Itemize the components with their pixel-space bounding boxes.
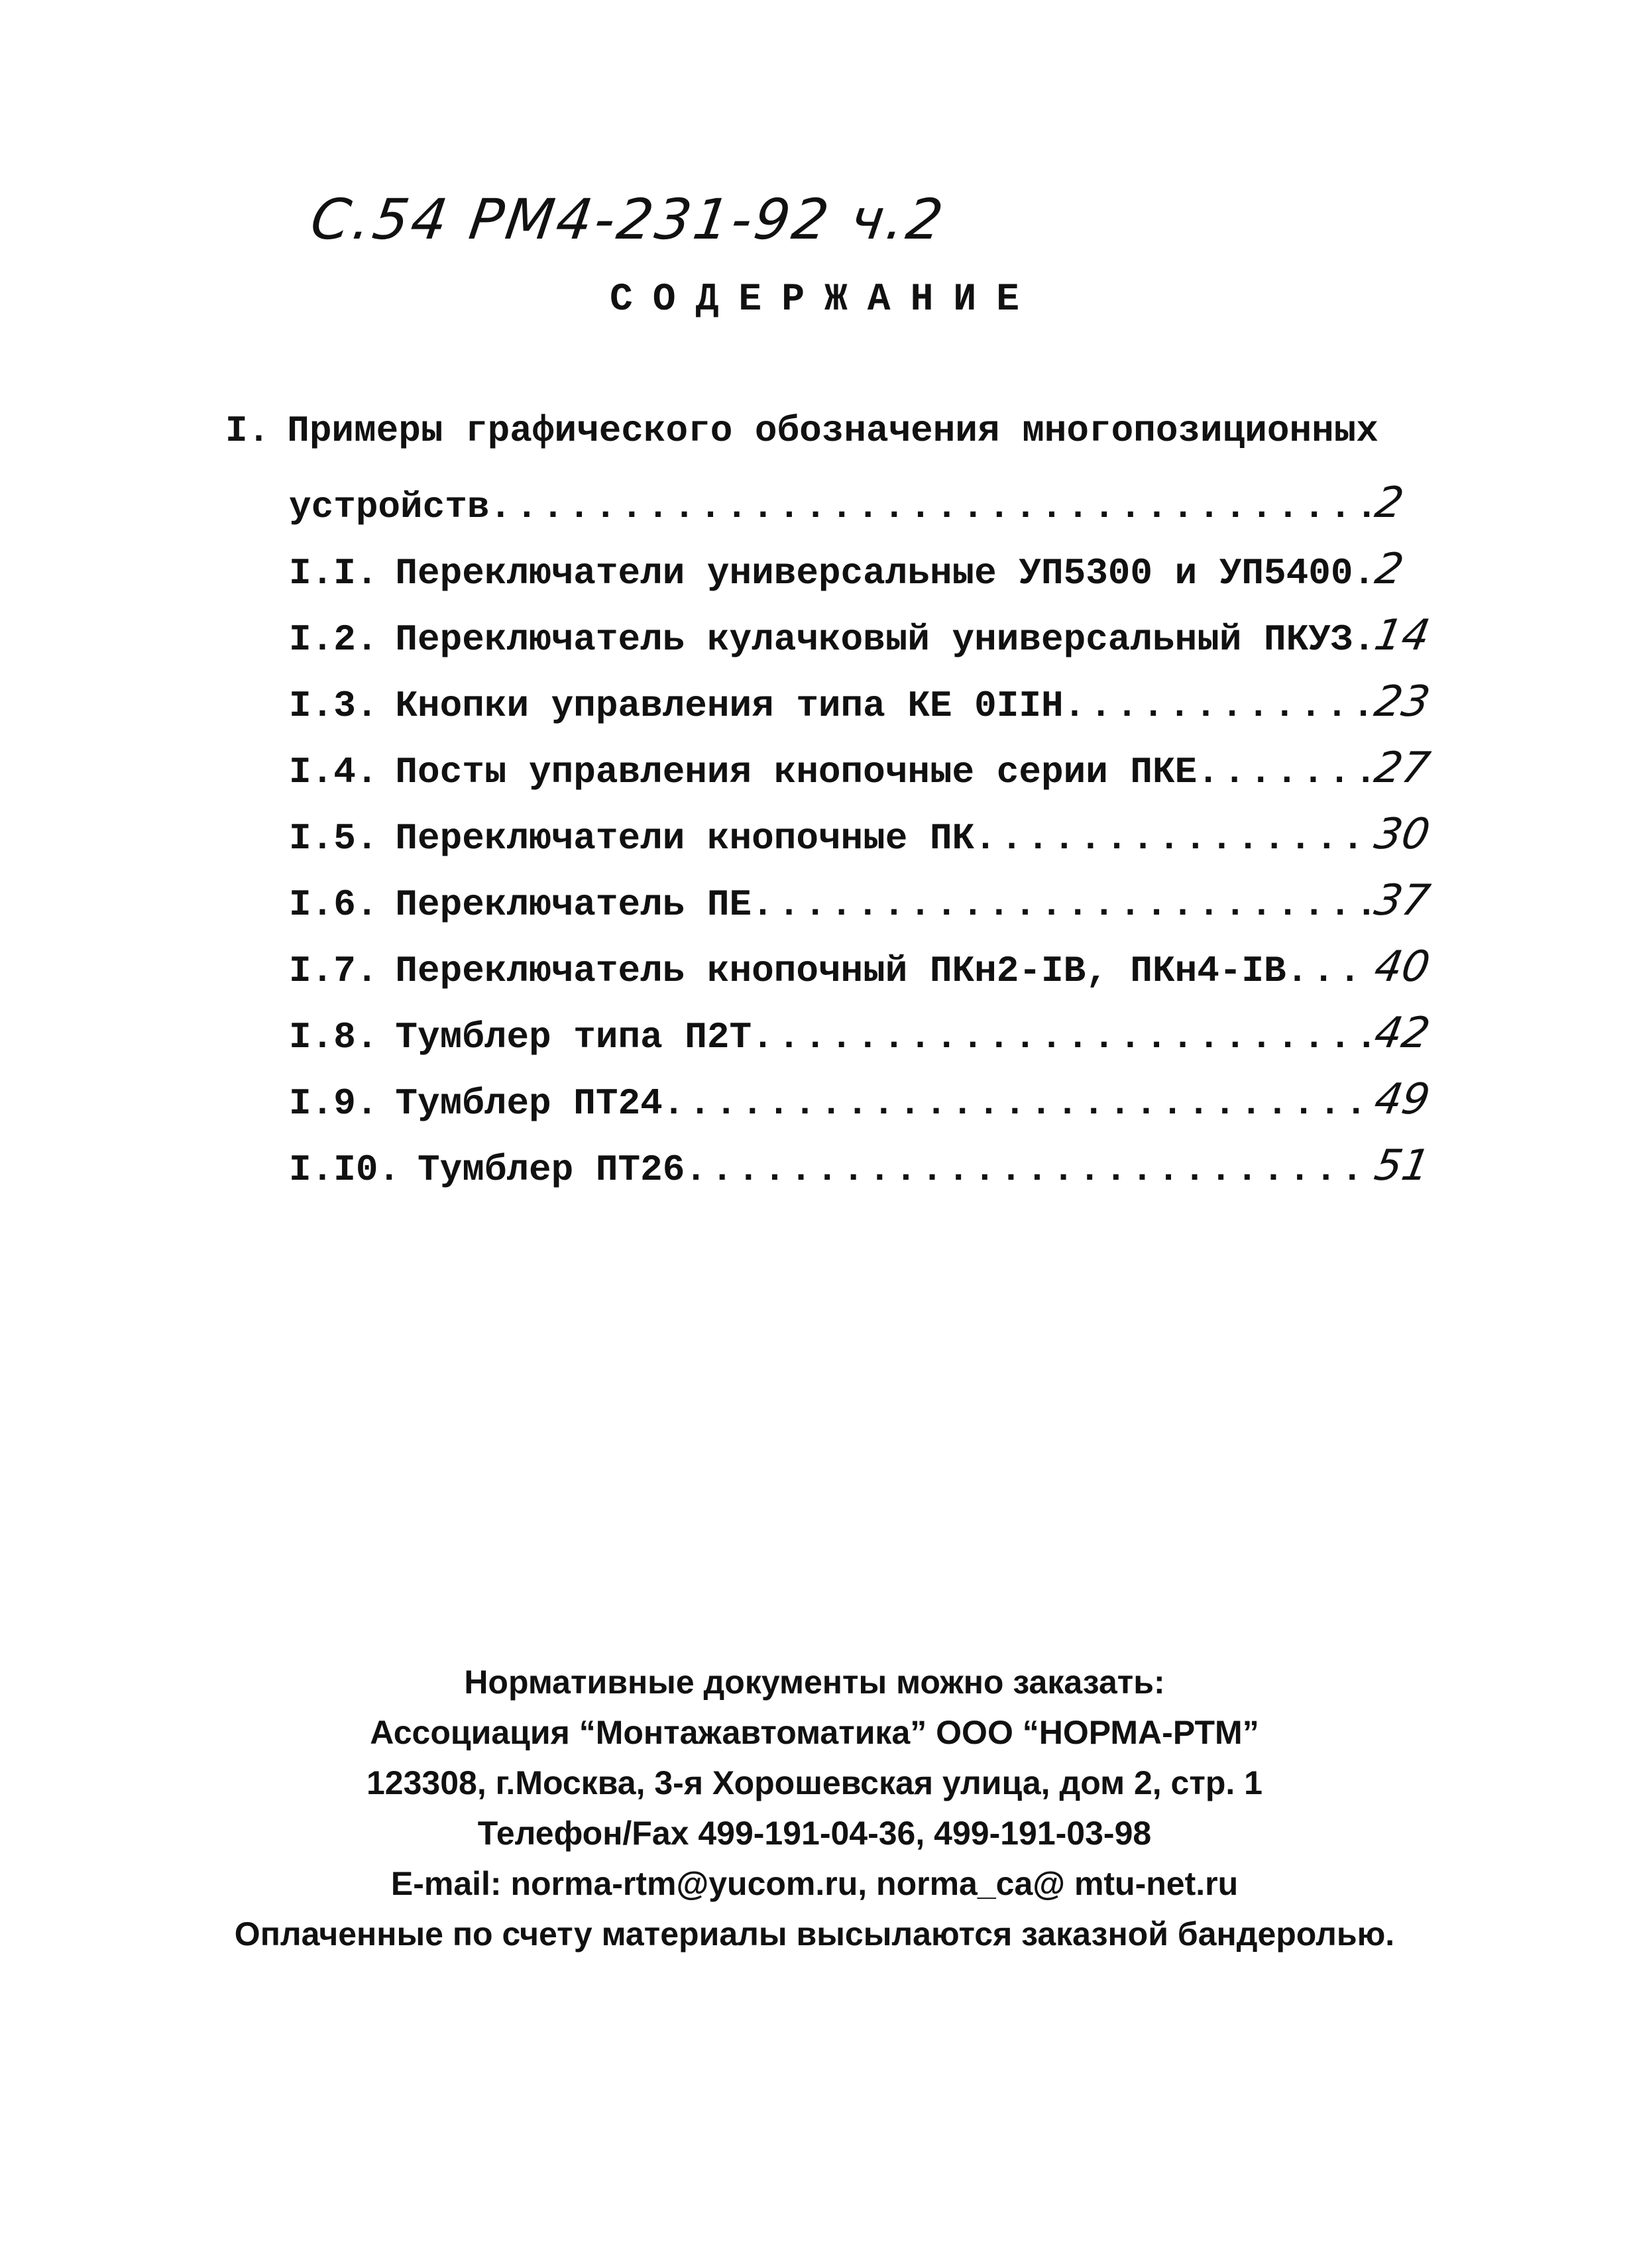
toc-section-number: I. (225, 410, 270, 452)
toc-leader-dots (1353, 618, 1371, 661)
toc-item-title: Переключатели кнопочные ПК (395, 817, 975, 860)
footer-line: Ассоциация “Монтажавтоматика” ООО “НОРМА-РТМ” (370, 1714, 1259, 1751)
footer-email: E-mail: norma-rtm@yucom.ru, norma_ca@ mtu-net.ru (390, 1865, 1239, 1902)
toc-leader-dots (974, 817, 1371, 860)
toc-page-number: 23 (1371, 677, 1433, 726)
toc-leader-dots (1353, 552, 1372, 595)
ordering-info-footer (0, 1657, 1629, 1959)
toc-item-title: Посты управления кнопочные серии ПКЕ (395, 751, 1198, 793)
toc-page-number: 42 (1371, 1009, 1433, 1058)
footer-line: Нормативные документы можно заказать: (464, 1664, 1165, 1701)
toc-item-title: Переключатель ПЕ (395, 883, 752, 926)
footer-phone: Телефон/Fax 499-191-04-36, 499-191-03-98 (477, 1815, 1152, 1852)
toc-item-number: I.2. (289, 618, 378, 661)
toc-item (289, 1075, 1433, 1128)
toc-item-number: I.5. (289, 817, 378, 860)
toc-leader-dots (685, 1149, 1371, 1191)
toc-page-number: 27 (1371, 744, 1433, 793)
toc-item-number: I.4. (289, 751, 378, 793)
toc-leader-dots (663, 1082, 1371, 1125)
toc-leader-dots (489, 486, 1372, 528)
toc-page-number: 2 (1371, 479, 1408, 528)
toc-item-number: I.6. (289, 883, 378, 926)
handwritten-doc-code: С.54 РМ4-231-92 ч.2 (307, 187, 950, 252)
toc-item (289, 1141, 1433, 1194)
toc-item (289, 611, 1433, 664)
toc-item-title: Тумблер ПТ24 (395, 1082, 663, 1125)
toc-item-number: I.8. (289, 1016, 378, 1058)
toc-item-number: I.7. (289, 950, 378, 992)
toc-item-title: Переключатель кулачковый универсальный ПКУЗ (395, 618, 1353, 661)
toc-item (289, 942, 1433, 995)
toc-section-row (289, 479, 1429, 532)
footer-line: Оплаченные по счету материалы высылаются заказной бандеролью. (234, 1915, 1395, 1953)
toc-page-number: 49 (1371, 1075, 1433, 1124)
toc-item (289, 876, 1433, 929)
toc-page-number: 30 (1371, 810, 1433, 859)
toc-item-title: Переключатели универсальные УП5300 и УП5400 (395, 552, 1353, 595)
toc-leader-dots (1286, 950, 1371, 992)
toc-leader-dots (752, 883, 1371, 926)
toc-page-number: 51 (1371, 1141, 1433, 1190)
toc-item (289, 744, 1433, 797)
toc-page-number: 40 (1371, 942, 1433, 992)
toc-section-title (225, 410, 1378, 452)
toc-item-number: I.3. (289, 685, 378, 727)
toc-item-title: Переключатель кнопочный ПКн2-IВ, ПКн4-IВ (395, 950, 1286, 992)
page-title: СОДЕРЖАНИЕ (609, 278, 1040, 321)
toc-leader-dots (752, 1016, 1371, 1058)
toc-item-title: Кнопки управления типа КЕ 0IIН (395, 685, 1064, 727)
toc-page-number: 14 (1371, 611, 1433, 660)
toc-item (289, 545, 1429, 598)
toc-section-title-text: Примеры графического обозначения многопозиционных (287, 410, 1378, 452)
toc-page-number: 37 (1371, 876, 1433, 925)
toc-item (289, 1009, 1433, 1062)
toc-item (289, 677, 1433, 730)
toc-leader-dots (1197, 751, 1371, 793)
toc-section-title-cont: устройств (289, 486, 490, 528)
toc-item-number: I.I. (289, 552, 378, 595)
toc-item-title: Тумблер ПТ26 (418, 1149, 685, 1191)
footer-address: 123308, г.Москва, 3-я Хорошевская улица, дом 2, стр. 1 (366, 1764, 1263, 1801)
toc-item-title: Тумблер типа П2Т (395, 1016, 752, 1058)
toc-item (289, 810, 1433, 863)
toc-leader-dots (1064, 685, 1371, 727)
toc-item-number: I.9. (289, 1082, 378, 1125)
toc-item-number: I.I0. (289, 1149, 401, 1191)
toc-page-number: 2 (1371, 545, 1408, 594)
